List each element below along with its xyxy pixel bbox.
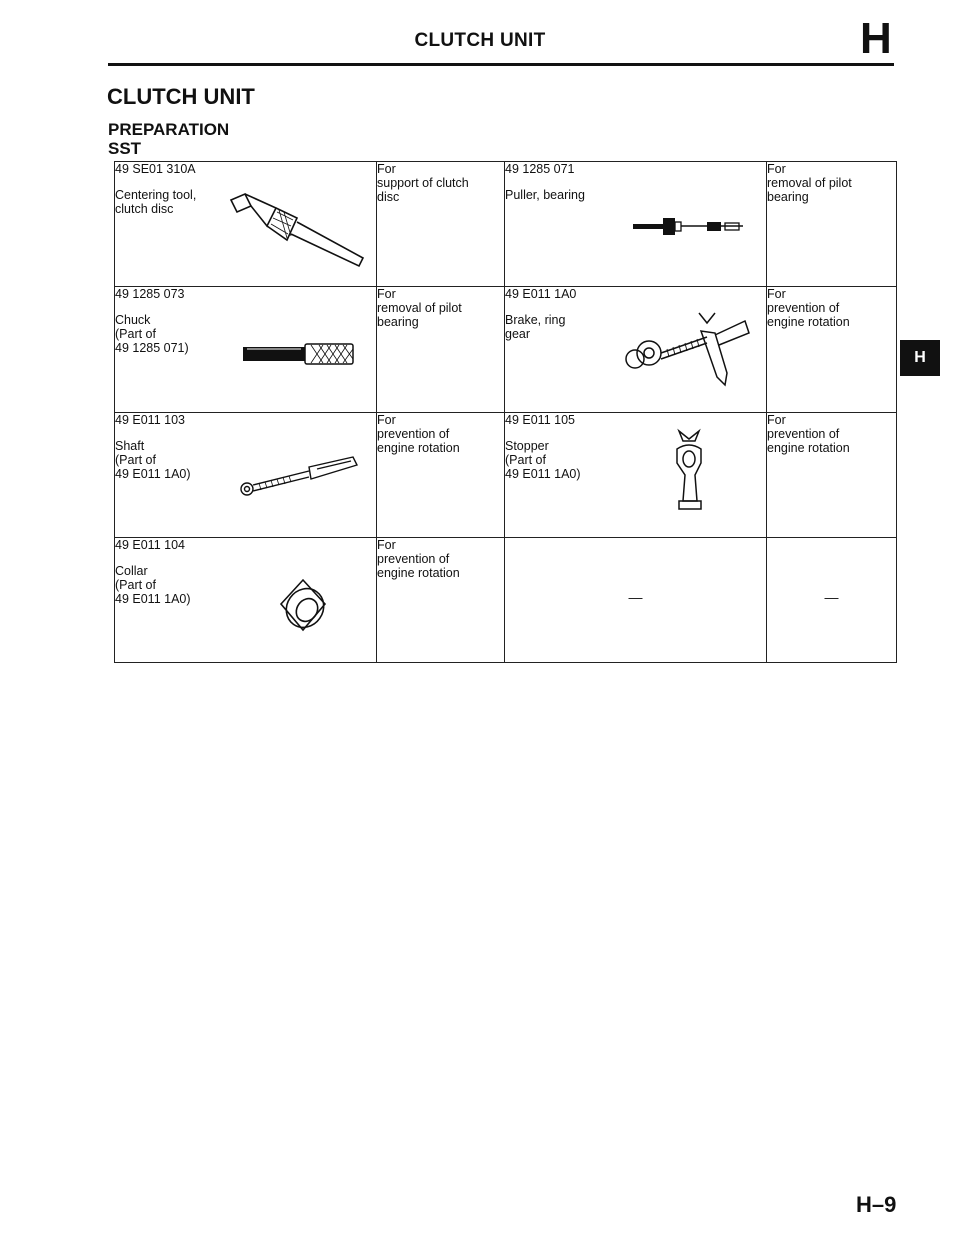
tool-number: 49 1285 073 bbox=[115, 287, 185, 302]
empty-tool-cell bbox=[505, 537, 767, 662]
centering-tool-icon bbox=[221, 190, 371, 270]
tool-cell bbox=[505, 287, 767, 412]
tool-number: 49 SE01 310A bbox=[115, 162, 196, 176]
tool-cell bbox=[115, 537, 377, 662]
tool-number: 49 1285 071 bbox=[505, 162, 575, 176]
stopper-icon bbox=[667, 427, 711, 517]
tool-number: 49 E011 104 bbox=[115, 537, 185, 552]
section-letter: H bbox=[860, 14, 892, 63]
use-cell bbox=[767, 162, 897, 287]
sst-heading: SST bbox=[108, 139, 142, 158]
header-rule bbox=[108, 63, 894, 66]
use-cell bbox=[767, 287, 897, 412]
use-text: For removal of pilot bearing bbox=[767, 162, 852, 204]
table-row bbox=[115, 412, 897, 537]
tool-name: Puller, bearing bbox=[505, 188, 585, 202]
header-title: CLUTCH UNIT bbox=[414, 30, 546, 51]
ring-gear-brake-icon bbox=[611, 301, 757, 391]
bearing-puller-icon bbox=[631, 214, 747, 238]
use-text: For prevention of engine rotation bbox=[377, 412, 460, 455]
tool-cell bbox=[505, 162, 767, 287]
tool-name: Stopper (Part of 49 E011 1A0) bbox=[505, 438, 581, 481]
use-cell bbox=[377, 412, 505, 537]
use-cell bbox=[377, 537, 505, 662]
empty-dash: — bbox=[824, 588, 839, 605]
tool-number: 49 E011 1A0 bbox=[505, 287, 577, 302]
table-row bbox=[115, 537, 897, 662]
use-cell bbox=[377, 162, 505, 287]
tool-number: 49 E011 105 bbox=[505, 412, 575, 427]
sst-table bbox=[114, 161, 897, 663]
use-text: For prevention of engine rotation bbox=[767, 412, 850, 455]
use-cell bbox=[377, 287, 505, 412]
empty-dash: — bbox=[628, 588, 643, 605]
table-row bbox=[115, 162, 897, 287]
collar-icon bbox=[273, 574, 333, 638]
tool-cell bbox=[115, 412, 377, 537]
tool-name: Chuck (Part of 49 1285 071) bbox=[115, 313, 189, 356]
page-number: H–9 bbox=[856, 1192, 897, 1217]
tool-name: Shaft (Part of 49 E011 1A0) bbox=[115, 438, 191, 481]
preparation-heading: PREPARATION bbox=[108, 120, 230, 139]
tool-cell bbox=[115, 287, 377, 412]
section-tab: H bbox=[900, 340, 940, 376]
use-text: For support of clutch disc bbox=[377, 162, 469, 204]
use-text: For removal of pilot bearing bbox=[377, 287, 462, 330]
use-text: For prevention of engine rotation bbox=[377, 537, 460, 580]
tool-name: Centering tool, clutch disc bbox=[115, 188, 197, 216]
tool-cell bbox=[115, 162, 377, 287]
page-heading: CLUTCH UNIT bbox=[107, 84, 255, 109]
use-text: For prevention of engine rotation bbox=[767, 287, 850, 330]
table-row bbox=[115, 287, 897, 412]
empty-use-cell bbox=[767, 537, 897, 662]
use-cell bbox=[767, 412, 897, 537]
tool-number: 49 E011 103 bbox=[115, 412, 185, 427]
chuck-icon bbox=[241, 339, 359, 369]
tool-name: Collar (Part of 49 E011 1A0) bbox=[115, 563, 191, 606]
tool-name: Brake, ring gear bbox=[505, 313, 566, 342]
shaft-icon bbox=[237, 453, 359, 499]
tool-cell bbox=[505, 412, 767, 537]
